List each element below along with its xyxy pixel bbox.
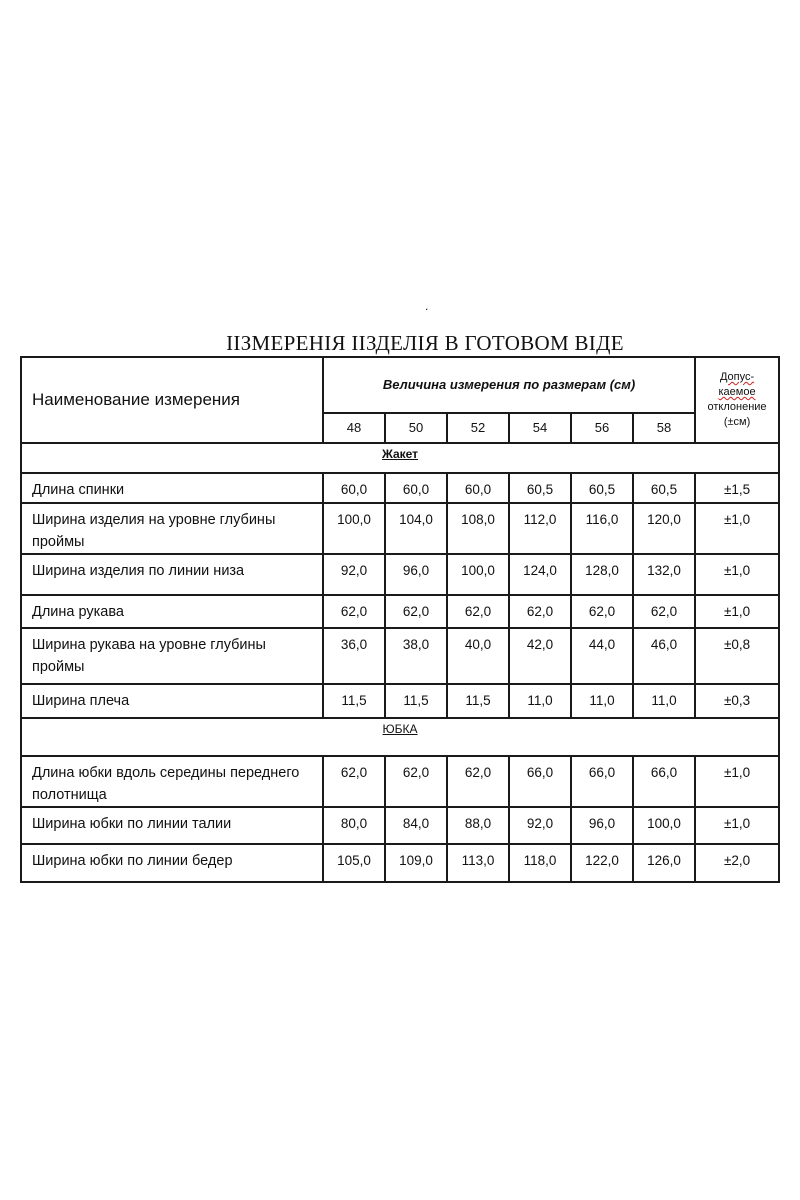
tolerance-value: ±2,0 [695, 844, 779, 882]
measurement-value: 11,0 [633, 684, 695, 718]
table-row [21, 807, 779, 844]
measurement-value: 109,0 [385, 844, 447, 882]
measurement-value: 124,0 [509, 554, 571, 595]
section-label-skirt [21, 718, 779, 756]
table-row [21, 628, 779, 684]
measurement-value: 62,0 [323, 595, 385, 628]
measurement-name: Длина юбки вдоль середины переднего полотнища [21, 756, 323, 807]
measurement-value: 96,0 [385, 554, 447, 595]
section-row-skirt [21, 718, 779, 756]
measurement-value: 11,0 [571, 684, 633, 718]
size-header: 58 [633, 413, 695, 443]
tolerance-value: ±0,8 [695, 628, 779, 684]
table-row [21, 756, 779, 807]
table-row [21, 684, 779, 718]
tolerance-header [695, 357, 779, 443]
measurement-name: Длина спинки [21, 473, 323, 503]
section-title: Жакет [381, 447, 419, 461]
measurement-value: 11,5 [447, 684, 509, 718]
section-label-jacket [21, 443, 779, 473]
measurement-value: 62,0 [509, 595, 571, 628]
table-row [21, 844, 779, 882]
measurement-value: 62,0 [385, 756, 447, 807]
measurement-value: 60,0 [323, 473, 385, 503]
measurement-value: 100,0 [447, 554, 509, 595]
table-row [21, 554, 779, 595]
measurement-value: 11,5 [323, 684, 385, 718]
page-title: ІІЗМЕРЕНІЯ ІІЗДЕЛІЯ В ГОТОВОМ ВІДЕ [226, 331, 624, 355]
measurement-value: 11,5 [385, 684, 447, 718]
measurement-value: 116,0 [571, 503, 633, 554]
measurement-value: 60,0 [447, 473, 509, 503]
tolerance-value: ±1,0 [695, 503, 779, 554]
tolerance-value: ±1,0 [695, 807, 779, 844]
measurement-value: 62,0 [447, 756, 509, 807]
measurement-value: 88,0 [447, 807, 509, 844]
tolerance-value: ±1,5 [695, 473, 779, 503]
measurement-name: Ширина юбки по линии бедер [21, 844, 323, 882]
measurement-value: 42,0 [509, 628, 571, 684]
measurement-value: 44,0 [571, 628, 633, 684]
measurement-value: 66,0 [509, 756, 571, 807]
measurement-value: 96,0 [571, 807, 633, 844]
measurement-value: 38,0 [385, 628, 447, 684]
size-header: 54 [509, 413, 571, 443]
header-row [21, 357, 779, 413]
measurement-name: Длина рукава [21, 595, 323, 628]
measurement-value: 62,0 [323, 756, 385, 807]
measurement-value: 60,0 [385, 473, 447, 503]
size-header: 56 [571, 413, 633, 443]
measurement-value: 60,5 [571, 473, 633, 503]
measurement-name: Ширина изделия на уровне глубины проймы [21, 503, 323, 554]
sizes-header: Величина измерения по размерам (см) [323, 357, 695, 413]
measurement-value: 128,0 [571, 554, 633, 595]
table-row [21, 503, 779, 554]
measurements-table [20, 356, 780, 883]
measurement-value: 92,0 [509, 807, 571, 844]
measurement-value: 62,0 [633, 595, 695, 628]
measurement-value: 40,0 [447, 628, 509, 684]
measurement-value: 112,0 [509, 503, 571, 554]
tolerance-header-line2: каемое [718, 386, 756, 398]
measurement-value: 120,0 [633, 503, 695, 554]
measurement-name: Ширина рукава на уровне глубины проймы [21, 628, 323, 684]
measurement-value: 126,0 [633, 844, 695, 882]
measurement-value: 104,0 [385, 503, 447, 554]
stray-dot: . [425, 299, 429, 313]
tolerance-header-line3: отклонение [707, 401, 767, 413]
measurement-value: 84,0 [385, 807, 447, 844]
measurement-value: 80,0 [323, 807, 385, 844]
tolerance-value: ±1,0 [695, 595, 779, 628]
measurement-value: 60,5 [633, 473, 695, 503]
table-row [21, 473, 779, 503]
tolerance-header-line4: (±см) [723, 416, 751, 428]
measurement-value: 11,0 [509, 684, 571, 718]
tolerance-value: ±0,3 [695, 684, 779, 718]
measurement-value: 92,0 [323, 554, 385, 595]
measurement-value: 46,0 [633, 628, 695, 684]
size-header: 50 [385, 413, 447, 443]
measurement-value: 66,0 [633, 756, 695, 807]
measurement-value: 108,0 [447, 503, 509, 554]
measurement-name: Ширина юбки по линии талии [21, 807, 323, 844]
tolerance-value: ±1,0 [695, 554, 779, 595]
name-column-header: Наименование измерения [21, 357, 323, 443]
measurement-value: 66,0 [571, 756, 633, 807]
tolerance-value: ±1,0 [695, 756, 779, 807]
measurement-value: 100,0 [323, 503, 385, 554]
measurement-value: 100,0 [633, 807, 695, 844]
section-title: ЮБКА [382, 722, 418, 736]
size-header: 48 [323, 413, 385, 443]
section-row-jacket [21, 443, 779, 473]
measurement-value: 118,0 [509, 844, 571, 882]
size-header: 52 [447, 413, 509, 443]
measurement-name: Ширина изделия по линии низа [21, 554, 323, 595]
measurement-value: 62,0 [385, 595, 447, 628]
measurement-value: 60,5 [509, 473, 571, 503]
measurement-value: 122,0 [571, 844, 633, 882]
table-row [21, 595, 779, 628]
measurement-value: 105,0 [323, 844, 385, 882]
measurement-value: 132,0 [633, 554, 695, 595]
measurement-value: 62,0 [571, 595, 633, 628]
tolerance-header-line1: Допус- [719, 371, 755, 383]
measurement-value: 113,0 [447, 844, 509, 882]
measurement-name: Ширина плеча [21, 684, 323, 718]
measurement-value: 62,0 [447, 595, 509, 628]
measurement-value: 36,0 [323, 628, 385, 684]
